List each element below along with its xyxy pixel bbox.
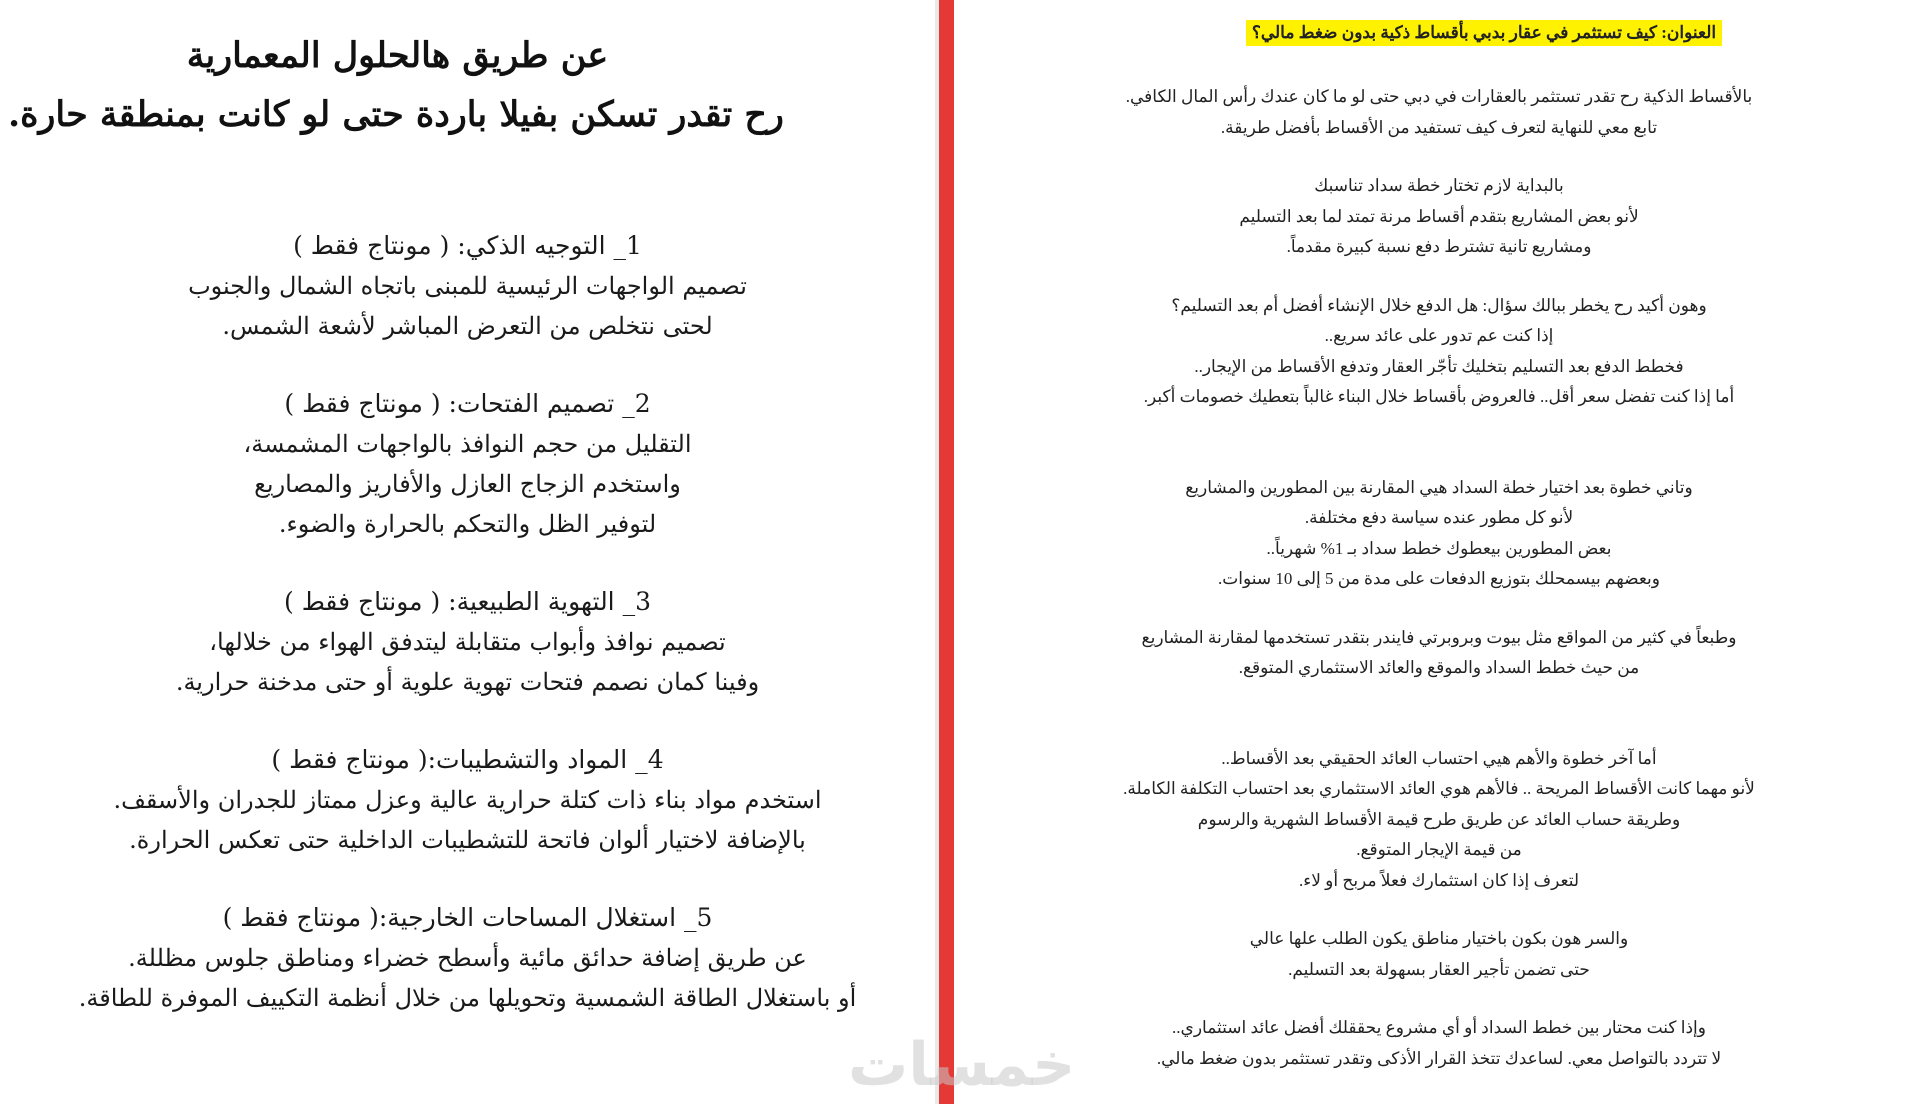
paragraph-line: وطبعاً في كثير من المواقع مثل بيوت وبروبرتي فايندر بتقدر تستخدمها لمقارنة المشاريع <box>1141 627 1737 647</box>
left-section <box>0 898 935 1018</box>
paragraph-line: لا تتردد بالتواصل معي. لساعدك تتخذ القرار الأذكى وتقدر تستثمر بدون ضغط مالي. <box>1156 1048 1722 1068</box>
paragraph-line: أما آخر خطوة والأهم هيي احتساب العائد الحقيقي بعد الأقساط.. <box>1221 748 1657 768</box>
paragraph <box>1039 171 1839 263</box>
paragraph <box>1039 291 1839 413</box>
left-section <box>0 740 935 860</box>
left-sections <box>0 226 935 1018</box>
paragraph-line: لأنو كل مطور عنده سياسة دفع مختلفة. <box>1304 508 1574 527</box>
paragraph-line: ومشاريع تانية تشترط دفع نسبة كبيرة مقدماً. <box>1286 237 1592 256</box>
paragraph-line: لأنو مهما كانت الأقساط المريحة .. فالأهم هوي العائد الاستثماري بعد احتساب التكلفة الكاملة. <box>1123 779 1755 798</box>
section-line: عن طريق إضافة حدائق مائية وأسطح خضراء ومناطق جلوس مظللة. <box>128 944 807 972</box>
section-line: بالإضافة لاختيار ألوان فاتحة للتشطيبات الداخلية حتى تعكس الحرارة. <box>129 826 806 854</box>
left-title-line-2: رح تقدر تسكن بفيلا باردة حتى لو كانت بمنطقة حارة. <box>8 94 784 135</box>
right-document-page <box>954 0 1920 1104</box>
red-divider <box>939 0 954 1104</box>
left-title-line-1: عن طريق هالحلول المعمارية <box>186 35 609 76</box>
section-line: تصميم الواجهات الرئيسية للمبنى باتجاه الشمال والجنوب <box>188 272 747 300</box>
paragraph-line: بالبداية لازم تختار خطة سداد تناسبك <box>1314 176 1564 195</box>
paragraph <box>1039 473 1839 595</box>
left-title-block <box>0 28 935 146</box>
paragraph <box>1039 1013 1839 1074</box>
section-heading: 3_ التهوية الطبيعية: ( مونتاج فقط ) <box>284 587 651 616</box>
paragraph-line: من حيث خطط السداد والموقع والعائد الاستثماري المتوقع. <box>1238 658 1640 677</box>
right-content <box>1039 20 1839 1102</box>
section-line: لتوفير الظل والتحكم بالحرارة والضوء. <box>278 510 657 538</box>
paragraph-line: وطريقة حساب العائد عن طريق طرح قيمة الأقساط الشهرية والرسوم <box>1197 809 1681 829</box>
paragraph-line: وهون أكيد رح يخطر ببالك سؤال: هل الدفع خلال الإنشاء أفضل أم بعد التسليم؟ <box>1171 295 1707 315</box>
section-heading: 2_ تصميم الفتحات: ( مونتاج فقط ) <box>284 389 651 418</box>
paragraph-line: والسر هون بكون باختيار مناطق يكون الطلب علها عالي <box>1249 929 1629 948</box>
section-line: وفينا كمان نصمم فتحات تهوية علوية أو حتى مدخنة حرارية. <box>175 668 760 696</box>
paragraph <box>1039 623 1839 684</box>
left-section <box>0 226 935 346</box>
section-line: لحتى نتخلص من التعرض المباشر لأشعة الشمس. <box>222 312 713 340</box>
paragraph <box>1039 744 1839 897</box>
left-document-page <box>0 0 935 1104</box>
paragraph-line: لتعرف إذا كان استثمارك فعلاً مربح أو لاء. <box>1298 870 1580 890</box>
section-line: واستخدم الزجاج العازل والأفاريز والمصاريع <box>254 470 681 498</box>
section-heading: 5_ استغلال المساحات الخارجية:( مونتاج فقط ) <box>222 903 713 932</box>
section-line: التقليل من حجم النوافذ بالواجهات المشمسة، <box>243 430 692 458</box>
paragraph-line: وإذا كنت محتار بين خطط السداد أو أي مشروع يحققلك أفضل عائد استثماري.. <box>1172 1018 1706 1037</box>
paragraph-line: لأنو بعض المشاريع بتقدم أقساط مرنة تمتد لما بعد التسليم <box>1239 206 1639 226</box>
left-section <box>0 582 935 702</box>
paragraph-line: إذا كنت عم تدور على عائد سريع.. <box>1324 326 1554 345</box>
section-line: استخدم مواد بناء ذات كتلة حرارية عالية وعزل ممتاز للجدران والأسقف. <box>113 786 822 814</box>
section-heading: 4_ المواد والتشطيبات:( مونتاج فقط ) <box>271 745 664 774</box>
paragraph-line: وتاني خطوة بعد اختيار خطة السداد هيي المقارنة بين المطورين والمشاريع <box>1185 477 1693 497</box>
highlighted-title: العنوان: كيف تستثمر في عقار بدبي بأقساط ذكية بدون ضغط مالي؟ <box>1246 20 1722 46</box>
paragraph-line: حتى تضمن تأجير العقار بسهولة بعد التسليم. <box>1288 959 1590 979</box>
section-heading: 1_ التوجيه الذكي: ( مونتاج فقط ) <box>293 231 642 260</box>
paragraph-line: بعض المطورين بيعطوك خطط سداد بـ 1% شهرياً.. <box>1266 538 1612 558</box>
khamsat-watermark: خمسات <box>848 1030 1076 1100</box>
section-line: تصميم نوافذ وأبواب متقابلة ليتدفق الهواء من خلالها، <box>209 628 726 656</box>
section-line: أو باستغلال الطاقة الشمسية وتحويلها من خلال أنظمة التكييف الموفرة للطاقة. <box>78 984 857 1012</box>
paragraph <box>1039 924 1839 985</box>
paragraph-line: وبعضهم بيسمحلك بتوزيع الدفعات على مدة من 5 إلى 10 سنوات. <box>1218 569 1660 588</box>
paragraph-line: أما إذا كنت تفضل سعر أقل.. فالعروض بأقساط خلال البناء غالباً بتعطيك خصومات أكبر. <box>1143 387 1735 406</box>
paragraph-line: فخطط الدفع بعد التسليم بتخليك تأجّر العقار وتدفع الأقساط من الإيجار.. <box>1194 356 1684 376</box>
paragraph <box>1039 82 1839 143</box>
paragraph-line: من قيمة الإيجار المتوقع. <box>1356 840 1522 859</box>
paragraph-line: بالأقساط الذكية رح تقدر تستثمر بالعقارات في دبي حتى لو ما كان عندك رأس المال الكافي. <box>1125 87 1753 106</box>
paragraph-line: تابع معي للنهاية لتعرف كيف تستفيد من الأقساط بأفضل طريقة. <box>1220 117 1658 137</box>
left-section <box>0 384 935 544</box>
